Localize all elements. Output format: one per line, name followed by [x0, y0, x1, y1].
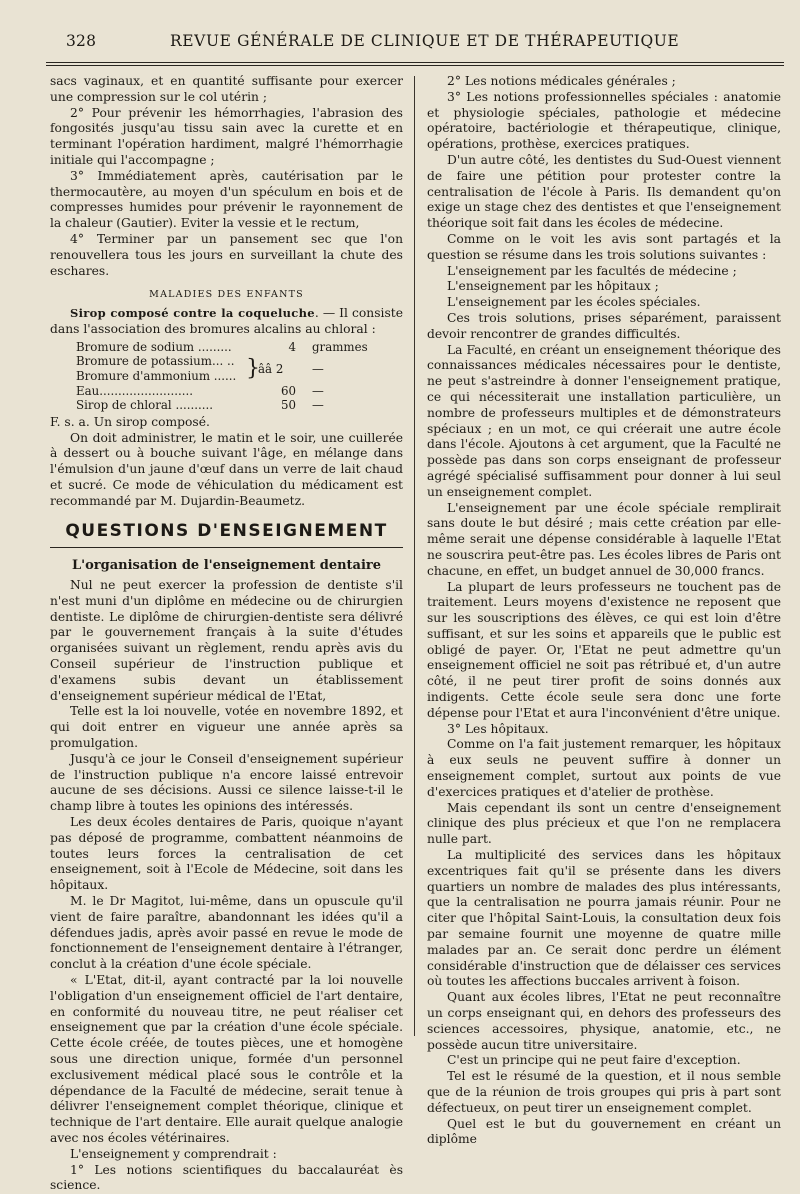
- paragraph: Ces trois solutions, prises séparément, paraissent devoir rencontrer de grandes difficultés.: [427, 310, 781, 341]
- paragraph: M. le Dr Magitot, lui-même, dans un opuscule qu'il vient de faire paraître, abandonnant les idées qu'il a défendues jadis, après avoir passé en revue le mode de fonctionnement de l'enseignement dentaire à l'étranger, conclut à la création d'une école spéciale.: [50, 894, 403, 972]
- paragraph: Quel est le but du gouvernement en créant un diplôme: [427, 1116, 781, 1147]
- paragraph: 4° Terminer par un pansement sec que l'on renouvellera tous les jours en surveillant la chute des eschares.: [50, 231, 403, 278]
- paragraph: 3° Les hôpitaux.: [447, 721, 549, 736]
- formula-row: [76, 340, 403, 355]
- running-header: [52, 28, 778, 58]
- paragraph: L'enseignement par les écoles spéciales.: [447, 295, 701, 310]
- unit: —: [312, 383, 324, 398]
- section-title: QUESTIONS D'ENSEIGNEMENT: [65, 520, 388, 541]
- paragraph: Comme on l'a fait justement remarquer, les hôpitaux à eux seuls ne peuvent suffire à donner un enseignement complet, surtout aux points de vue d'exercices pratiques et d'atelier de prothèse.: [427, 737, 781, 799]
- unit: —: [312, 361, 324, 376]
- recipe-title: Sirop composé contre la coqueluche: [70, 306, 315, 321]
- paragraph: Quant aux écoles libres, l'Etat ne peut reconnaître un corps enseignant qui, en dehors des professeurs des sciences accessoires, physique, anatomie, etc., ne possède aucun titre universitaire.: [427, 990, 781, 1052]
- paragraph: Nul ne peut exercer la profession de dentiste s'il n'est muni d'un diplôme en médecine ou de chirurgien dentiste. Le diplôme de chirurgien-dentiste sera délivré par le gouvernement français à la suite d'études organisées suivant un règlement, rendu après avis du Conseil supérieur de l'instruction publique et d'examens subis devant un établissement d'enseignement supérieur médical de l'Etat,: [50, 578, 403, 703]
- ingredient: Sirop de chloral ..........: [76, 398, 213, 413]
- section-heading-maladies: MALADIES DES ENFANTS: [149, 289, 304, 301]
- formula-brace-group: [76, 354, 403, 383]
- paragraph: 2° Les notions médicales générales ;: [447, 74, 676, 88]
- recipe-paragraph: [50, 306, 403, 338]
- page-number: 328: [66, 32, 97, 50]
- article-title: L'organisation de l'enseignement dentaire: [71, 558, 382, 574]
- paragraph: La plupart de leurs professeurs ne touchent pas de traitement. Leurs moyens d'existence ne reposent que sur les souscriptions des élèves, ce qui est loin d'être suffisant, et sur les soins et appareils que le public est obligé de payer. Or, l'Etat ne peut admettre qu'un enseignement officiel ne soit pas rétribué et, d'un autre côté, il ne peut tirer profit de soins donnés aux indigents. Cette école seule sera donc une forte dépense pour l'Etat et aura l'inconvénient d'être unique.: [427, 579, 781, 720]
- paragraph: « L'Etat, dit-il, ayant contracté par la loi nouvelle l'obligation d'un enseignement officiel de l'art dentaire, en conformité du nouveau titre, ne peut réaliser cet enseignement que par la création d'une école spéciale. Cette école créée, de toutes pièces, une et homogène sous une direction unique, formée d'un personnel exclusivement médical placé sous le contrôle et la dépendance de la Faculté de médecine, serait tenue à délivrer l'enseignement complet théorique, clinique et technique de l'art dentaire. Elle aurait quelque analogie avec nos écoles vétérinaires.: [50, 973, 403, 1145]
- paragraph: La Faculté, en créant un enseignement théorique des connaissances médicales nécessaires pour le dentiste, ne peut s'astreindre à donner l'enseignement pratique, ce qui nécessiterait une installation particulière, un nombre de professeurs multiples et de démonstrateurs spéciaux ; en un mot, ce qui créerait une autre école dans l'école. Ajoutons à cet argument, que la Faculté ne possède pas dans son corps enseignant de professeur agrégé spécialisé suffisamment pour donner à lui seul un enseignement complet.: [427, 342, 781, 499]
- paragraph: Les deux écoles dentaires de Paris, quoique n'ayant pas déposé de programme, combattent néanmoins de toutes leurs forces la centralisation de cet enseignement, soit à l'Ecole de Médecine, soit dans les hôpitaux.: [50, 815, 403, 893]
- paragraph: La multiplicité des services dans les hôpitaux excentriques fait qu'il se présente dans les divers quartiers un nombre de malades des plus intéressants, que la centralisation ne pourra jamais réunir. Pour ne citer que l'hôpital Saint-Louis, la consultation deux fois par semaine fournit une moyenne de quatre mille malades par an. Ce serait donc perdre un élément considérable d'instruction que de délaisser ces services où toutes les affections buccales arrivent à foison.: [427, 848, 781, 989]
- ingredient-group: [76, 354, 246, 383]
- paragraph: Jusqu'à ce jour le Conseil d'enseignement supérieur de l'instruction publique n'a encore laissé entrevoir aucune de ses décisions. Aussi ce silence laisse-t-il le champ libre à toutes les opinions des intéressés.: [50, 751, 403, 814]
- paragraph: L'enseignement y comprendrait :: [70, 1146, 277, 1161]
- paragraph: Comme on le voit les avis sont partagés et la question se résume dans les trois solutions suivantes :: [427, 231, 781, 262]
- ingredient: Bromure d'ammonium ......: [76, 368, 237, 383]
- paragraph: 2° Pour prévenir les hémorrhagies, l'abrasion des fongosités jusqu'au tissu sain avec la curette et en terminant l'opération hardiment, malgré l'hémorrhagie initiale qui l'accompagne ;: [50, 105, 403, 167]
- ingredient: Bromure de potassium... ..: [76, 354, 235, 369]
- paragraph: On doit administrer, le matin et le soir, une cuillerée à dessert ou à bouche suivant l'âge, en mélange dans l'émulsion d'un jaune d'œuf dans un verre de lait chaud et sucré. Ce mode de véhiculation du médicament est recommandé par M. Dujardin-Beaumetz.: [50, 430, 403, 508]
- paragraph: sacs vaginaux, et en quantité suffisante pour exercer une compression sur le col utérin ;: [50, 74, 403, 104]
- formula: [76, 340, 403, 413]
- paragraph: 3° Les notions professionnelles spéciales : anatomie et physiologie spéciales, pathologie et médecine opératoire, bactériologie et thérapeutique, clinique, opérations, prothèse, exercices pratiques.: [427, 89, 781, 152]
- recipe-intro: . — Il consiste dans l'association des bromures alcalins au chloral :: [50, 306, 403, 336]
- formula-note: F. s. a. Un sirop composé.: [50, 414, 210, 429]
- header-rule: [46, 62, 784, 63]
- ingredient: Bromure de sodium .........: [76, 339, 232, 354]
- paragraph: Telle est la loi nouvelle, votée en novembre 1892, et qui doit entrer en vigueur une année après sa promulgation.: [50, 704, 403, 751]
- unit: grammes: [312, 339, 368, 354]
- ingredient: Eau.........................: [76, 383, 193, 398]
- quantity: ââ 2: [258, 361, 284, 376]
- left-column: [50, 74, 403, 1194]
- paragraph: D'un autre côté, les dentistes du Sud-Ouest viennent de faire une pétition pour protester contre la centralisation de l'école à Paris. Ils demandent qu'on exige un stage chez des dentistes et que l'enseignement théorique soit fait dans les écoles de médecine.: [427, 152, 781, 231]
- running-title: REVUE GÉNÉRALE DE CLINIQUE ET DE THÉRAPEUTIQUE: [170, 32, 680, 50]
- paragraph: Mais cependant ils sont un centre d'enseignement clinique des plus précieux et que l'on ne remplacera nulle part.: [427, 800, 781, 847]
- header-rule-double: [46, 65, 784, 66]
- quantity: 50: [280, 398, 296, 413]
- unit: —: [312, 398, 324, 413]
- paragraph: L'enseignement par les hôpitaux ;: [447, 279, 659, 294]
- formula-row: [76, 384, 403, 399]
- paragraph: Tel est le résumé de la question, et il nous semble que de la réunion de trois groupes qui pris à part sont défectueux, on peut tirer un enseignement complet.: [427, 1069, 781, 1115]
- paragraph: C'est un principe qui ne peut faire d'exception.: [447, 1053, 741, 1068]
- paragraph: L'enseignement par une école spéciale remplirait sans doute le but désiré ; mais cette création par elle-même serait une dépense considérable à laquelle l'Etat ne souscrira peut-être pas. Les écoles libres de Paris ont chacune, en effet, un budget annuel de 30,000 francs.: [427, 500, 781, 578]
- paragraph: 1° Les notions scientifiques du baccalauréat ès science.: [50, 1162, 403, 1193]
- section-rule: [50, 547, 403, 548]
- formula-row: [76, 398, 403, 413]
- quantity: 60: [280, 383, 296, 398]
- paragraph: 3° Immédiatement après, cautérisation par le thermocautère, au moyen d'un spéculum en bois et de compresses humides pour prévenir le rayonnement de la chaleur (Gautier). Eviter la vessie et le rectum,: [50, 168, 403, 231]
- column-divider: [414, 76, 415, 1036]
- paragraph: L'enseignement par les facultés de médecine ;: [447, 263, 737, 278]
- brace-glyph: }: [246, 355, 260, 381]
- quantity: 4: [288, 339, 296, 354]
- right-column: [427, 74, 781, 1148]
